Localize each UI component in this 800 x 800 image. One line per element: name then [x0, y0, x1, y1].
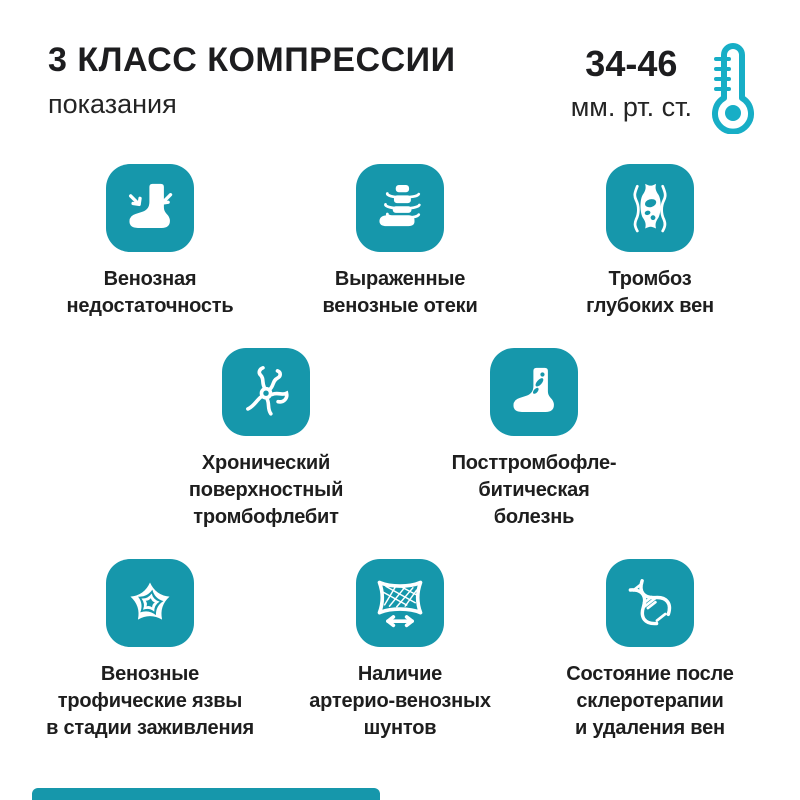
indication-card — [280, 559, 520, 742]
swollen-leg-rings-icon — [356, 164, 444, 252]
indication-label: Выраженные венозные отеки — [322, 268, 478, 317]
pressure-range: 34-46 — [585, 43, 678, 84]
indication-card — [135, 348, 397, 531]
indication-label: Хронический поверхностный тромбофлебит — [188, 452, 344, 528]
indication-label: Посттромбофле- битическая болезнь — [451, 452, 617, 528]
indication-card — [530, 164, 770, 320]
av-shunt-mesh-icon — [356, 559, 444, 647]
pressure-units: мм. рт. ст. — [570, 92, 692, 122]
tiles-row-3 — [0, 559, 800, 742]
header-left — [48, 42, 456, 120]
dna-icon — [606, 559, 694, 647]
indication-card — [30, 164, 270, 320]
indication-label: Венозные трофические язвы в стадии заживления — [46, 663, 254, 739]
tiles-row-1 — [0, 164, 800, 320]
healing-ulcer-star-icon — [106, 559, 194, 647]
spider-vein-icon — [222, 348, 310, 436]
compression-sock-arrows-icon — [106, 164, 194, 252]
indication-card — [30, 559, 270, 742]
indication-card — [280, 164, 520, 320]
pressure-text — [571, 42, 692, 123]
indication-card — [403, 348, 665, 531]
decorative-bottom-bar — [32, 788, 380, 800]
header — [0, 0, 800, 134]
indication-label: Наличие артерио-венозных шунтов — [309, 663, 491, 739]
indication-card — [530, 559, 770, 742]
pressure-block — [571, 42, 758, 134]
sock-with-clots-icon — [490, 348, 578, 436]
page-subtitle: показания — [48, 89, 177, 120]
indication-label: Состояние после склеротерапии и удаления вен — [566, 663, 734, 739]
indication-label: Венозная недостаточность — [66, 268, 234, 317]
indication-label: Тромбоз глубоких вен — [586, 268, 714, 317]
tiles-row-2 — [0, 348, 800, 531]
deep-vein-thrombosis-icon — [606, 164, 694, 252]
thermometer-icon — [708, 42, 758, 134]
page-title: 3 КЛАСС КОМПРЕССИИ — [48, 41, 456, 79]
